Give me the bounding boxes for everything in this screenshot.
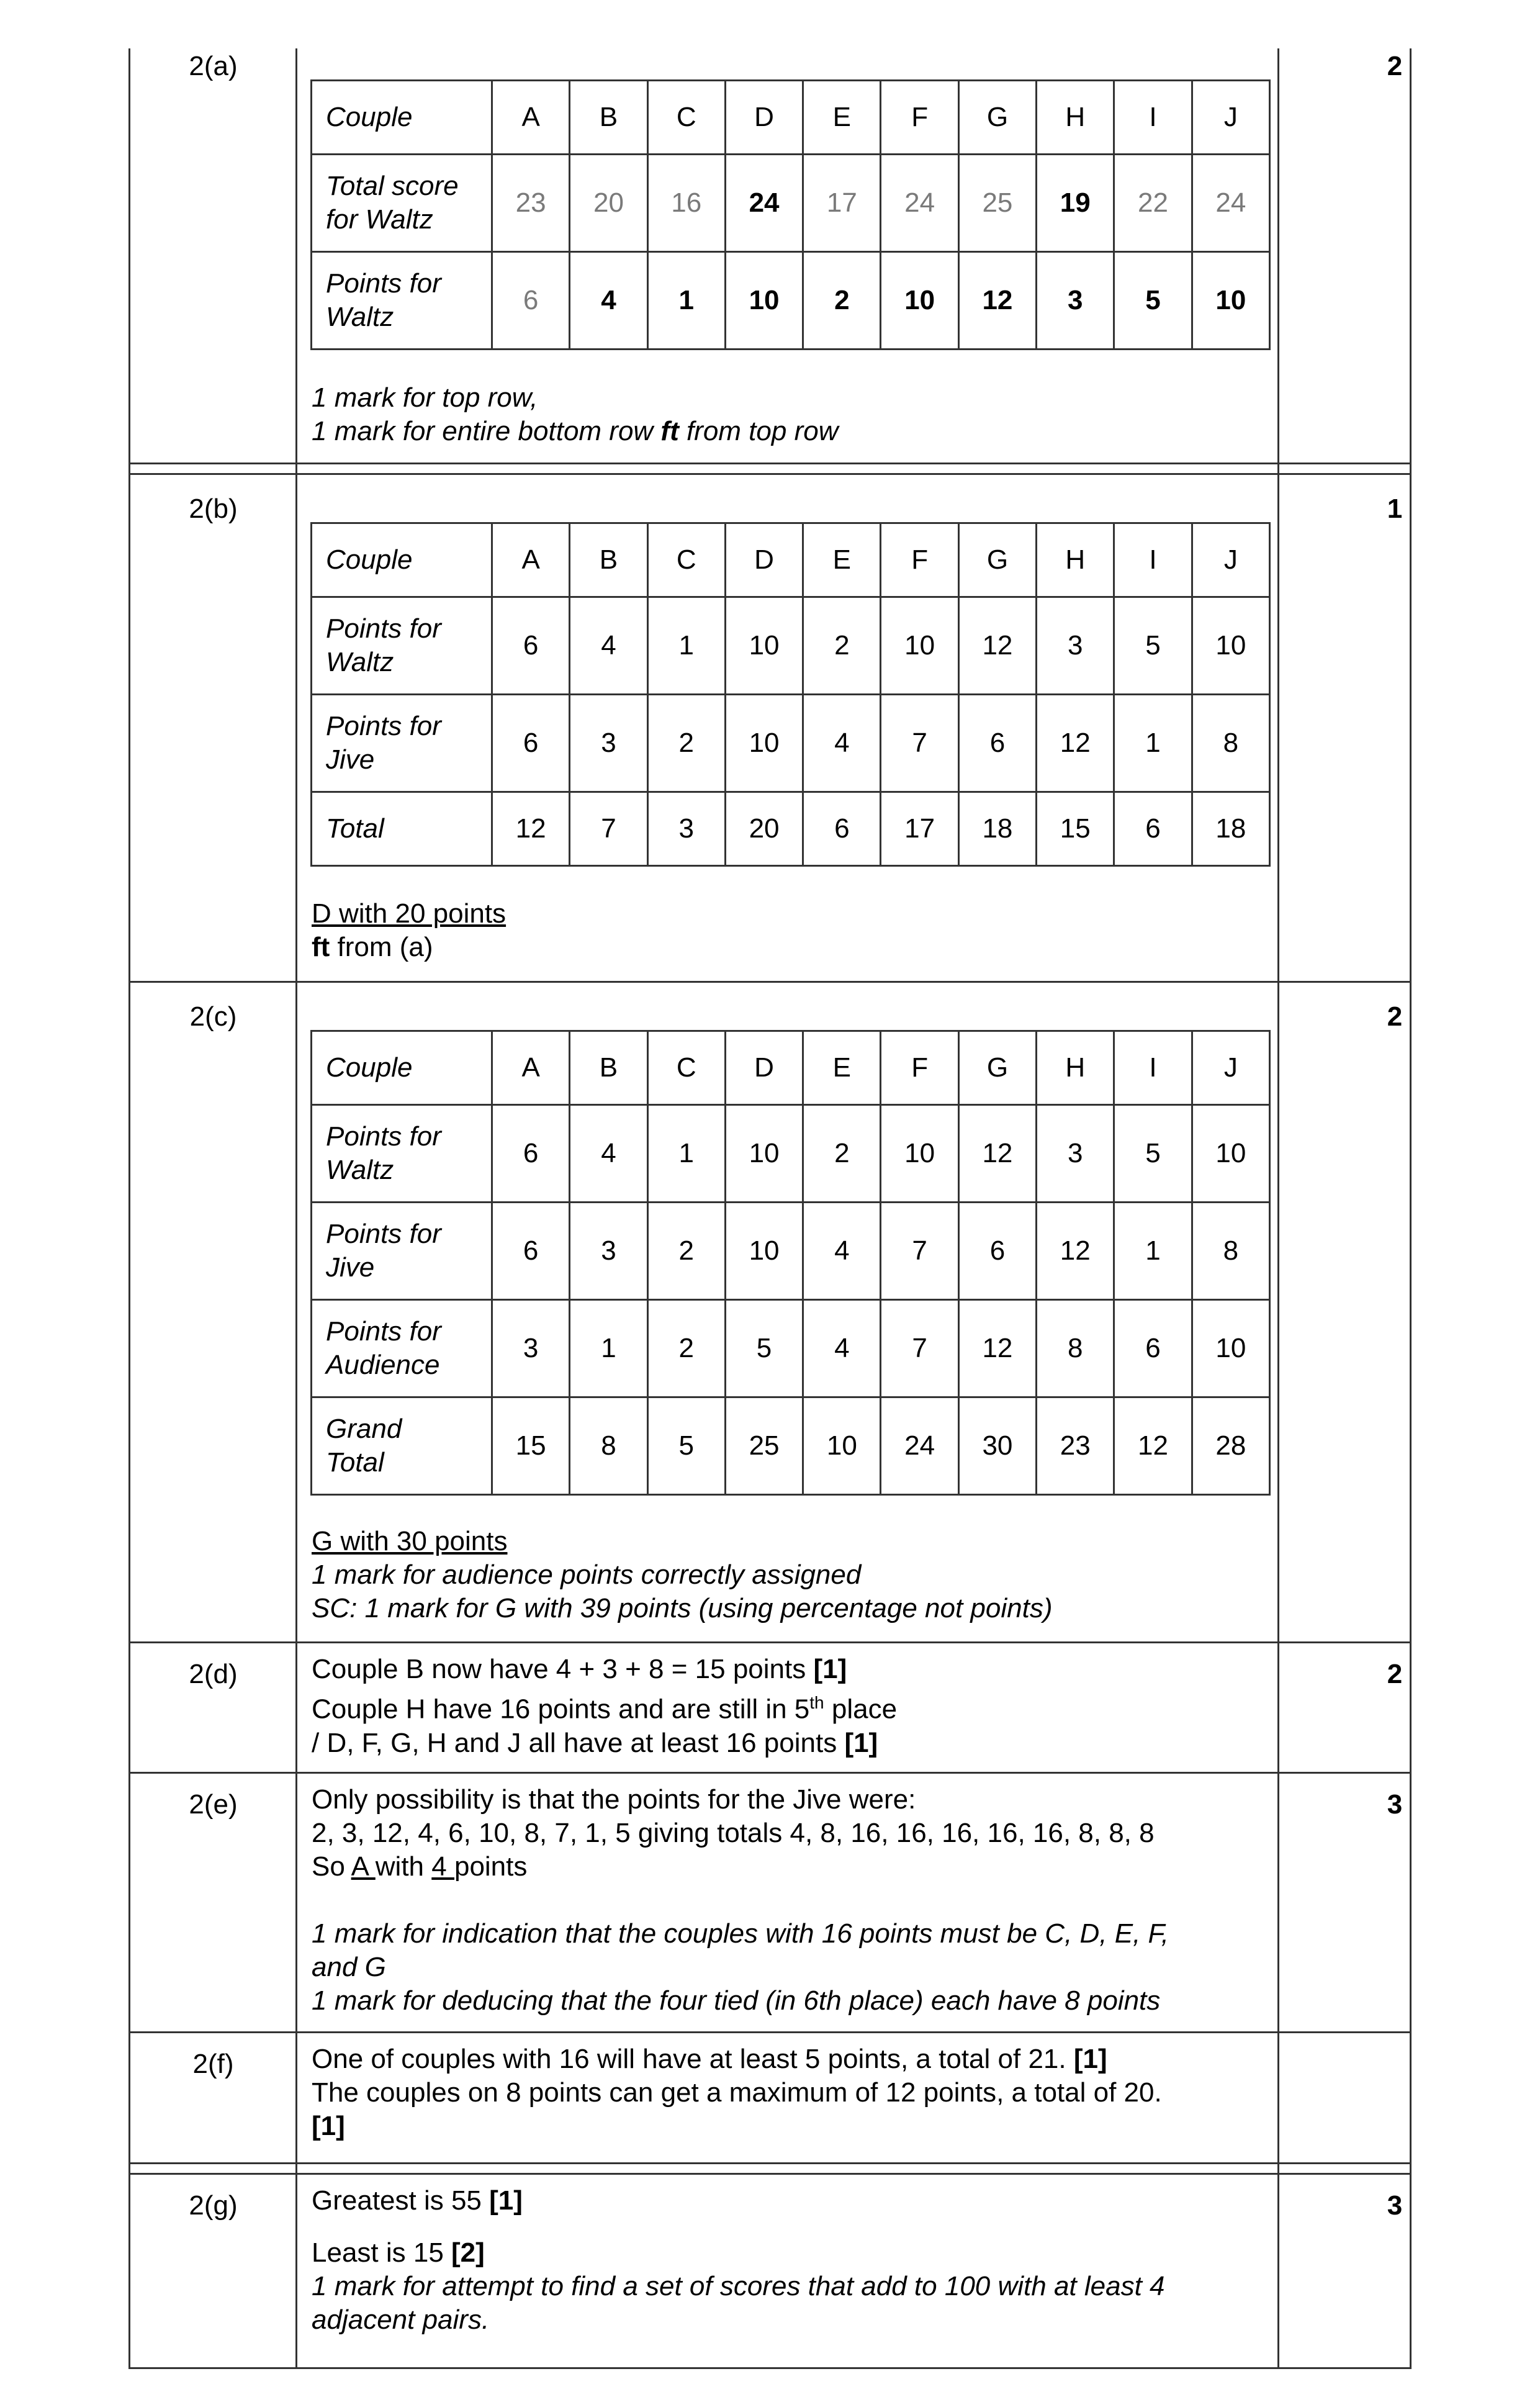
table-cell: 10 bbox=[1192, 1105, 1269, 1203]
table-row bbox=[312, 597, 1270, 695]
table-cell: 6 bbox=[492, 597, 570, 695]
table-cell: 4 bbox=[803, 1203, 881, 1300]
couple-cell: E bbox=[803, 81, 881, 155]
table-row bbox=[312, 695, 1270, 792]
table-cell: 6 bbox=[492, 1105, 570, 1203]
table-cell: 7 bbox=[881, 1203, 958, 1300]
answer-text: G with 30 points 1 mark for audience points correctly assigned SC: 1 mark for G with 39 points (using percentage not points) bbox=[312, 1526, 1053, 1623]
question-2b-row bbox=[130, 487, 1412, 978]
table-cell: 6 bbox=[1114, 792, 1192, 866]
points-cell: 10 bbox=[881, 252, 958, 350]
couple-cell: I bbox=[1114, 81, 1192, 155]
row-header: Points for Audience bbox=[312, 1300, 492, 1397]
table-cell: C bbox=[647, 523, 725, 597]
row-header: Grand Total bbox=[312, 1397, 492, 1495]
marking-note: 1 mark for top row, 1 mark for entire bottom row ft from top row bbox=[312, 382, 839, 446]
table-cell: 12 bbox=[958, 597, 1036, 695]
question-label: 2(a) bbox=[189, 51, 238, 81]
points-cell: 6 bbox=[492, 252, 570, 350]
row-header: Points for Waltz bbox=[312, 1105, 492, 1203]
points-cell: 3 bbox=[1037, 252, 1114, 350]
table-cell: 6 bbox=[958, 1203, 1036, 1300]
question-label: 2(e) bbox=[189, 1789, 238, 1820]
table-cell: 17 bbox=[881, 792, 958, 866]
table-cell: 7 bbox=[881, 1300, 958, 1397]
table-cell: 10 bbox=[1192, 1300, 1269, 1397]
table-cell: 15 bbox=[1037, 792, 1114, 866]
table-cell: 10 bbox=[881, 597, 958, 695]
table-cell: F bbox=[881, 1031, 958, 1105]
row-header: Points for Waltz bbox=[312, 597, 492, 695]
points-cell: 5 bbox=[1114, 252, 1192, 350]
table-cell: I bbox=[1114, 523, 1192, 597]
question-label: 2(c) bbox=[189, 1001, 237, 1032]
couple-cell: B bbox=[570, 81, 647, 155]
table-cell: 2 bbox=[647, 695, 725, 792]
table-cell: 23 bbox=[1037, 1397, 1114, 1495]
mark-value: 2 bbox=[1387, 51, 1403, 81]
table-cell: F bbox=[881, 523, 958, 597]
table-cell: 1 bbox=[570, 1300, 647, 1397]
row-divider bbox=[128, 1772, 1412, 1774]
table-cell: 12 bbox=[958, 1105, 1036, 1203]
table-cell: 12 bbox=[1114, 1397, 1192, 1495]
table-cell: 5 bbox=[1114, 1105, 1192, 1203]
row-header: Total bbox=[312, 792, 492, 866]
score-cell: 20 bbox=[570, 155, 647, 252]
table-row bbox=[312, 1031, 1270, 1105]
table-cell: J bbox=[1192, 523, 1269, 597]
table-row bbox=[312, 1105, 1270, 1203]
table-cell: 5 bbox=[1114, 597, 1192, 695]
score-header: Total score for Waltz bbox=[312, 155, 492, 252]
table-cell: 12 bbox=[1037, 1203, 1114, 1300]
table-row bbox=[312, 1203, 1270, 1300]
table-cell: 2 bbox=[647, 1300, 725, 1397]
table-cell: 3 bbox=[492, 1300, 570, 1397]
question-2c-row bbox=[130, 995, 1412, 1638]
row-header: Points for Jive bbox=[312, 1203, 492, 1300]
row-divider bbox=[128, 2173, 1412, 2175]
mark-value: 1 bbox=[1387, 494, 1403, 524]
table-cell: 7 bbox=[881, 695, 958, 792]
table-cell: J bbox=[1192, 1031, 1269, 1105]
points-cell: 10 bbox=[725, 252, 803, 350]
table-cell: 10 bbox=[803, 1397, 881, 1495]
table-cell: 10 bbox=[1192, 597, 1269, 695]
answer-text: One of couples with 16 will have at least 5 points, a total of 21. [1] The couples on 8 points can get a maximum of 12 points, a total of 20. [1] bbox=[312, 2044, 1162, 2141]
table-cell: A bbox=[492, 523, 570, 597]
couple-cell: D bbox=[725, 81, 803, 155]
table-cell: 3 bbox=[570, 1203, 647, 1300]
table-cell: I bbox=[1114, 1031, 1192, 1105]
mark-value: 3 bbox=[1387, 1789, 1403, 1820]
table-cell: G bbox=[958, 523, 1036, 597]
table-cell: 18 bbox=[958, 792, 1036, 866]
question-2d-row bbox=[130, 1653, 1412, 1771]
table-cell: 12 bbox=[958, 1300, 1036, 1397]
table-cell: B bbox=[570, 523, 647, 597]
question-2f-row bbox=[130, 2043, 1412, 2160]
table-cell: D bbox=[725, 1031, 803, 1105]
couple-cell: A bbox=[492, 81, 570, 155]
couple-cell: G bbox=[958, 81, 1036, 155]
mark-value: 2 bbox=[1387, 1001, 1403, 1032]
table-cell: 25 bbox=[725, 1397, 803, 1495]
row-divider bbox=[128, 2367, 1412, 2369]
couple-cell: C bbox=[647, 81, 725, 155]
table-row bbox=[312, 523, 1270, 597]
row-divider bbox=[128, 2162, 1412, 2164]
score-cell: 22 bbox=[1114, 155, 1192, 252]
table-cell: 8 bbox=[1192, 1203, 1269, 1300]
question-2a-row bbox=[130, 45, 1412, 461]
table-cell: 6 bbox=[958, 695, 1036, 792]
table-cell: 8 bbox=[1192, 695, 1269, 792]
row-divider bbox=[128, 981, 1412, 983]
table-cell: 10 bbox=[881, 1105, 958, 1203]
table-cell: 8 bbox=[1037, 1300, 1114, 1397]
table-cell: 2 bbox=[803, 1105, 881, 1203]
points-total-table bbox=[310, 522, 1271, 867]
points-cell: 1 bbox=[647, 252, 725, 350]
table-cell: 6 bbox=[803, 792, 881, 866]
table-cell: 1 bbox=[647, 1105, 725, 1203]
answer-text: Only possibility is that the points for the Jive were: 2, 3, 12, 4, 6, 10, 8, 7, 1, 5 giving totals 4, 8, 16, 16, 16, 16, 16, 8, 8, 8 So A with 4 points 1 mark for indication that the couples with 16 points must be C, D, E, F, and G 1 mark for deducing that the four tied (in 6th place) each have 8 points bbox=[312, 1784, 1169, 2016]
table-cell: 4 bbox=[570, 597, 647, 695]
question-label: 2(d) bbox=[189, 1659, 238, 1689]
table-cell: 4 bbox=[803, 1300, 881, 1397]
score-cell: 19 bbox=[1037, 155, 1114, 252]
table-cell: 24 bbox=[881, 1397, 958, 1495]
table-cell: 3 bbox=[647, 792, 725, 866]
points-cell: 12 bbox=[958, 252, 1036, 350]
couple-cell: F bbox=[881, 81, 958, 155]
question-2g-row bbox=[130, 2184, 1412, 2367]
table-cell: 3 bbox=[1037, 597, 1114, 695]
answer-text: Couple B now have 4 + 3 + 8 = 15 points [1] Couple H have 16 points and are still in 5th place / D, F, G, H and J all have at least 16 points [1] bbox=[312, 1654, 898, 1758]
answer-text: D with 20 points ft from (a) bbox=[312, 898, 507, 962]
score-cell: 17 bbox=[803, 155, 881, 252]
table-cell: 6 bbox=[492, 1203, 570, 1300]
table-cell: E bbox=[803, 1031, 881, 1105]
row-divider bbox=[128, 473, 1412, 475]
row-header: Couple bbox=[312, 523, 492, 597]
table-cell: 4 bbox=[803, 695, 881, 792]
question-label: 2(g) bbox=[189, 2190, 238, 2221]
couple-cell: H bbox=[1037, 81, 1114, 155]
row-divider bbox=[128, 1641, 1412, 1643]
table-cell: 1 bbox=[647, 597, 725, 695]
couple-cell: J bbox=[1192, 81, 1269, 155]
points-header: Points for Waltz bbox=[312, 252, 492, 350]
score-cell: 16 bbox=[647, 155, 725, 252]
table-cell: 18 bbox=[1192, 792, 1269, 866]
table-row bbox=[312, 792, 1270, 866]
table-cell: 12 bbox=[1037, 695, 1114, 792]
score-cell: 24 bbox=[881, 155, 958, 252]
table-cell: 2 bbox=[803, 597, 881, 695]
table-cell: 10 bbox=[725, 597, 803, 695]
table-cell: 28 bbox=[1192, 1397, 1269, 1495]
table-cell: 5 bbox=[647, 1397, 725, 1495]
table-row bbox=[312, 1397, 1270, 1495]
row-divider bbox=[128, 463, 1412, 464]
table-cell: 30 bbox=[958, 1397, 1036, 1495]
grand-total-table bbox=[310, 1030, 1271, 1496]
table-cell: 1 bbox=[1114, 1203, 1192, 1300]
table-cell: 7 bbox=[570, 792, 647, 866]
table-cell: 5 bbox=[725, 1300, 803, 1397]
table-cell: 4 bbox=[570, 1105, 647, 1203]
score-cell: 23 bbox=[492, 155, 570, 252]
table-cell: G bbox=[958, 1031, 1036, 1105]
waltz-score-table bbox=[310, 79, 1271, 350]
table-cell: 15 bbox=[492, 1397, 570, 1495]
question-2e-row bbox=[130, 1783, 1412, 2031]
points-cell: 4 bbox=[570, 252, 647, 350]
mark-value: 3 bbox=[1387, 2190, 1403, 2221]
table-cell: 10 bbox=[725, 695, 803, 792]
row-header: Points for Jive bbox=[312, 695, 492, 792]
score-cell: 24 bbox=[1192, 155, 1269, 252]
row-header: Couple bbox=[312, 1031, 492, 1105]
table-cell: A bbox=[492, 1031, 570, 1105]
question-label: 2(f) bbox=[192, 2049, 234, 2079]
couple-header: Couple bbox=[312, 81, 492, 155]
table-cell: 6 bbox=[492, 695, 570, 792]
mark-value: 2 bbox=[1387, 1659, 1403, 1689]
points-cell: 2 bbox=[803, 252, 881, 350]
score-cell: 24 bbox=[725, 155, 803, 252]
points-cell: 10 bbox=[1192, 252, 1269, 350]
answer-text: Greatest is 55 [1] Least is 15 [2] 1 mark for attempt to find a set of scores that add to 100 with at least 4 adjacent pairs. bbox=[312, 2185, 1165, 2335]
table-cell: H bbox=[1037, 1031, 1114, 1105]
table-cell: 2 bbox=[647, 1203, 725, 1300]
table-cell: 3 bbox=[570, 695, 647, 792]
table-cell: C bbox=[647, 1031, 725, 1105]
table-cell: 3 bbox=[1037, 1105, 1114, 1203]
table-cell: B bbox=[570, 1031, 647, 1105]
table-cell: 8 bbox=[570, 1397, 647, 1495]
table-cell: 20 bbox=[725, 792, 803, 866]
table-cell: 1 bbox=[1114, 695, 1192, 792]
table-cell: D bbox=[725, 523, 803, 597]
table-cell: E bbox=[803, 523, 881, 597]
table-cell: H bbox=[1037, 523, 1114, 597]
table-cell: 10 bbox=[725, 1203, 803, 1300]
score-cell: 25 bbox=[958, 155, 1036, 252]
table-cell: 10 bbox=[725, 1105, 803, 1203]
table-cell: 12 bbox=[492, 792, 570, 866]
row-divider bbox=[128, 2031, 1412, 2033]
table-cell: 6 bbox=[1114, 1300, 1192, 1397]
question-label: 2(b) bbox=[189, 494, 238, 524]
table-row bbox=[312, 1300, 1270, 1397]
